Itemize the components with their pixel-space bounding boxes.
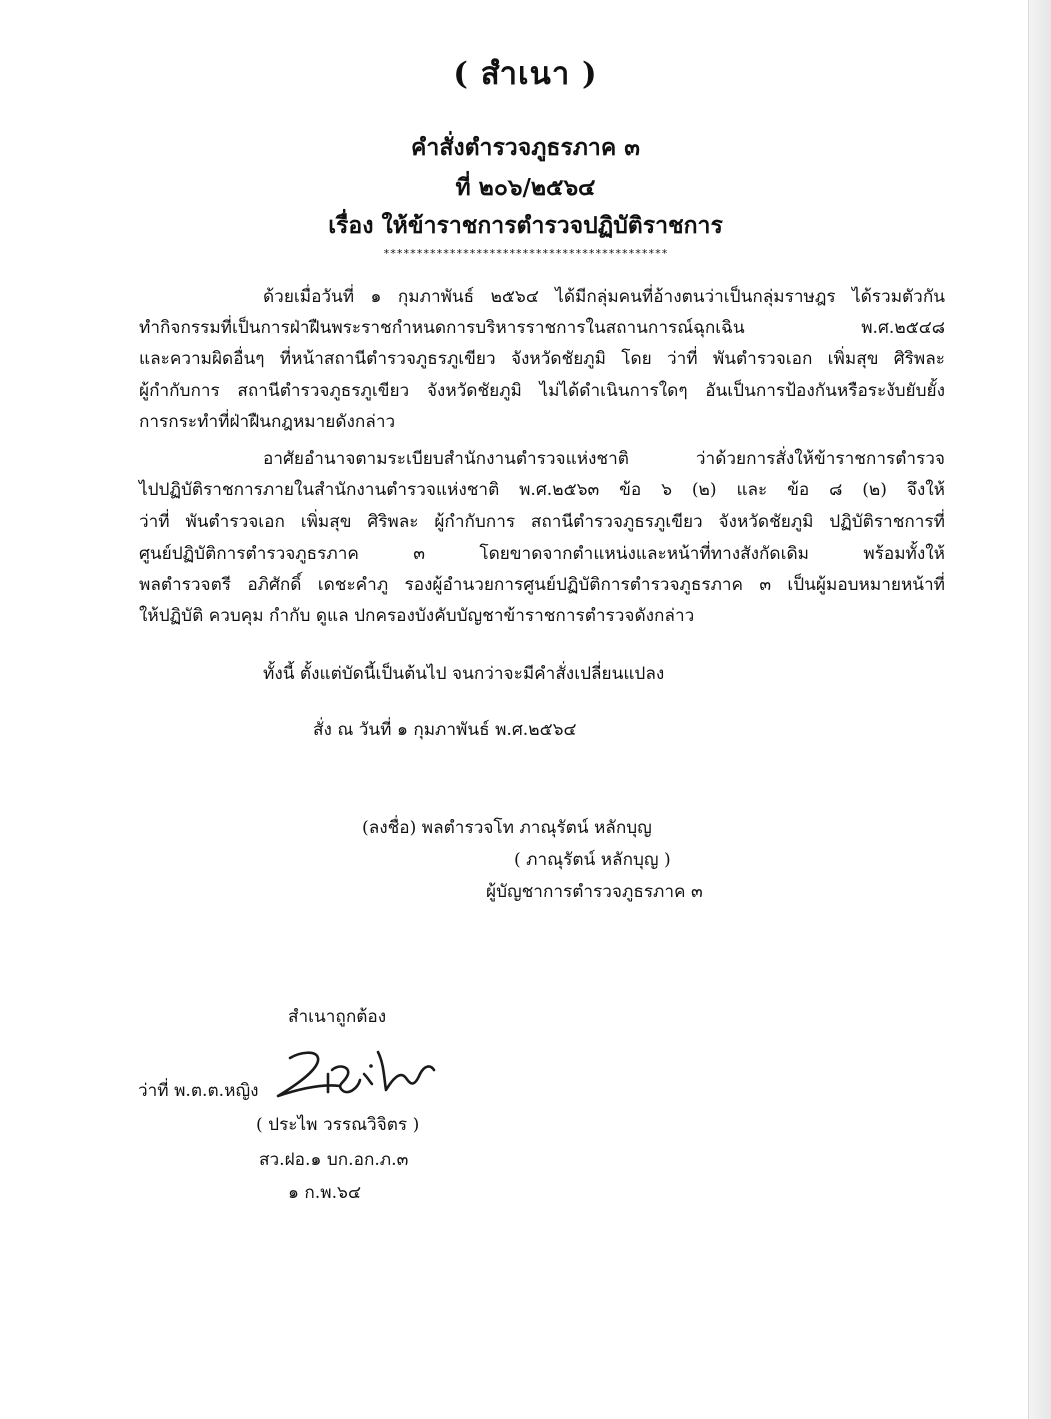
certifier-name: ( ประไพ วรรณวิจิตร ) [256,1115,420,1135]
signatory-name: ( ภาณุรัตน์ หลักบุญ ) [514,850,671,870]
order-subject: เรื่อง ให้ข้าราชการตำรวจปฏิบัติราชการ [328,212,723,239]
certified-true-copy: สำเนาถูกต้อง [288,1007,387,1027]
paragraph-line: และความผิดอื่นๆ ที่หน้าสถานีตำรวจภูธรภูเขียว จังหวัดชัยภูมิ โดย ว่าที่ พันตำรวจเอก เพิ่มสุข ศิริพละ [139,349,945,369]
paragraph-line: ศูนย์ปฏิบัติการตำรวจภูธรภาค ๓ โดยขาดจากตำแหน่งและหน้าที่ทางสังกัดเดิม พร้อมทั้งให้ [139,544,945,564]
certifier-position: สว.ฝอ.๑ บก.อก.ภ.๓ [259,1150,409,1170]
paragraph-line: ผู้กำกับการ สถานีตำรวจภูธรภูเขียว จังหวัดชัยภูมิ ไม่ได้ดำเนินการใดๆ อันเป็นการป้องกันหรือระงับยับยั้ง [139,381,945,401]
signatory-signed: (ลงชื่อ) พลตำรวจโท ภาณุรัตน์ หลักบุญ [362,818,652,838]
paragraph-line: ว่าที่ พันตำรวจเอก เพิ่มสุข ศิริพละ ผู้กำกับการ สถานีตำรวจภูธรภูเขียว จังหวัดชัยภูมิ ปฏิบัติราชการที่ [139,512,945,532]
certification-date: ๑ ก.พ.๖๔ [288,1183,361,1203]
effective-statement: ทั้งนี้ ตั้งแต่บัดนี้เป็นต้นไป จนกว่าจะมีคำสั่งเปลี่ยนแปลง [263,664,665,684]
separator: ******************************************* [383,247,668,260]
paragraph-line: ให้ปฏิบัติ ควบคุม กำกับ ดูแล ปกครองบังคับบัญชาข้าราชการตำรวจดังกล่าว [139,606,695,626]
paragraph-line: ทำกิจกรรมที่เป็นการฝ่าฝืนพระราชกำหนดการบริหารราชการในสถานการณ์ฉุกเฉิน พ.ศ.๒๕๔๘ [139,318,945,338]
order-date: สั่ง ณ วันที่ ๑ กุมภาพันธ์ พ.ศ.๒๕๖๔ [313,720,577,740]
certifier-rank: ว่าที่ พ.ต.ต.หญิง [138,1081,259,1101]
handwritten-signature [268,1044,438,1102]
signatory-position: ผู้บัญชาการตำรวจภูธรภาค ๓ [486,882,703,902]
paragraph-line: การกระทำที่ฝ่าฝืนกฎหมายดังกล่าว [139,412,396,432]
paragraph-line: ไปปฏิบัติราชการภายในสำนักงานตำรวจแห่งชาติ พ.ศ.๒๕๖๓ ข้อ ๖ (๒) และ ข้อ ๘ (๒) จึงให้ [139,480,945,500]
order-title: คำสั่งตำรวจภูธรภาค ๓ [411,134,640,161]
paragraph-line: อาศัยอำนาจตามระเบียบสำนักงานตำรวจแห่งชาติ ว่าด้วยการสั่งให้ข้าราชการตำรวจ [263,449,945,469]
paragraph-line: ด้วยเมื่อวันที่ ๑ กุมภาพันธ์ ๒๕๖๔ ได้มีกลุ่มคนที่อ้างตนว่าเป็นกลุ่มราษฎร ได้รวมตัวกัน [263,287,945,307]
copy-mark: ( สำเนา ) [453,56,598,92]
order-number: ที่ ๒๐๖/๒๕๖๔ [455,174,596,201]
paragraph-line: พลตำรวจตรี อภิศักดิ์ เดชะคำภู รองผู้อำนวยการศูนย์ปฏิบัติการตำรวจภูธรภาค ๓ เป็นผู้มอบหมายหน้าที่ [139,575,945,595]
